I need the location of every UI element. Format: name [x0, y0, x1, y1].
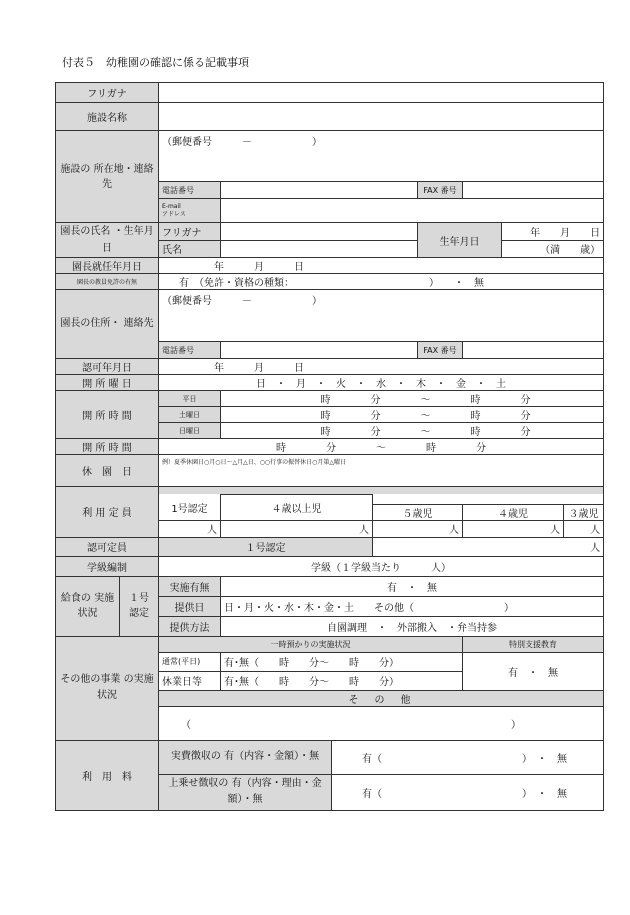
other-special-header: 特別支援教育	[463, 636, 604, 652]
holidays-field[interactable]: 例）夏季休園日○月○日～△月△日、○○行事の振替休日○月第△曜日	[159, 455, 604, 487]
director-tenure-label: 園長就任年月日	[56, 258, 159, 274]
other-misc-header: そ の 他	[159, 690, 604, 706]
open-hours-label: 開 所 時 間	[56, 391, 159, 439]
fees-label: 利 用 料	[56, 740, 159, 810]
other-label: その他の事業 の実施状況	[56, 636, 159, 740]
other-holiday-value[interactable]: 有･無（ 時 分～ 時 分）	[221, 671, 463, 690]
open-days-label: 開 所 曜 日	[56, 375, 159, 391]
director-name-field[interactable]	[221, 240, 418, 258]
facility-fax-field[interactable]	[463, 182, 604, 199]
facility-email-field[interactable]	[221, 199, 604, 223]
director-name-label: 園長の氏名 ・生年月日	[56, 223, 159, 258]
director-age[interactable]: （満 歳）	[502, 240, 604, 258]
capacity-age4plus-label: ４歳以上児	[221, 495, 373, 521]
open-days-field[interactable]: 日 ・ 月 ・ 火 ・ 水 ・ 木 ・ 金 ・ 土	[159, 375, 604, 391]
open-hours2-label: 開 所 時 間	[56, 439, 159, 455]
facility-phone-field[interactable]	[221, 182, 418, 199]
director-birth-ymd[interactable]: 年 月 日	[502, 223, 604, 241]
open-hours-day-weekday: 平日	[159, 391, 221, 407]
capacity-cert1-label: 1号認定	[159, 495, 221, 521]
capacity-age5-label: ５歳児	[373, 504, 463, 520]
director-phone-field[interactable]	[221, 342, 418, 359]
capacity-cert1-value[interactable]: 人	[159, 520, 221, 537]
director-license-field[interactable]: 有 （免許・資格の種類： ） ・ 無	[159, 274, 604, 290]
page-title: 付表５ 幼稚園の確認に係る記載事項	[62, 56, 249, 69]
fees-extra-label: 上乗せ徴収の 有（内容・理由・金額）・無	[159, 774, 332, 810]
email-label: E-mail	[162, 202, 181, 210]
director-fax-label: FAX 番号	[418, 342, 463, 359]
meals-method-value[interactable]: 自園調理 ・ 外部搬入 ・弁当持参	[221, 616, 604, 636]
meals-days-label: 提供日	[159, 596, 221, 616]
approval-date-label: 認可年月日	[56, 359, 159, 375]
facility-location-label: 施設の 所在地・連絡先	[56, 131, 159, 223]
director-fax-field[interactable]	[463, 342, 604, 359]
fees-extra-value[interactable]: 有（ ） ・ 無	[332, 774, 604, 810]
director-address-label: 園長の住所・ 連絡先	[56, 290, 159, 359]
open-hours-time-weekday[interactable]: 時 分 ～ 時 分	[221, 391, 604, 407]
facility-postal-field[interactable]: （郵便番号 － ）	[159, 131, 604, 182]
director-furigana-field[interactable]	[221, 223, 418, 241]
director-name-sub-label: 氏名	[159, 240, 221, 258]
meals-implemented-value[interactable]: 有 ・ 無	[221, 576, 604, 596]
meals-cert-label: １号 認定	[120, 576, 159, 636]
facility-fax-label: FAX 番号	[418, 182, 463, 199]
facility-name-label: 施設名称	[56, 103, 159, 131]
director-tenure-field[interactable]: 年 月 日	[159, 258, 604, 274]
capacity-age3-label: ３歳児	[564, 504, 604, 520]
fees-actual-label: 実費徴収の 有（内容・金額）・無	[159, 740, 332, 774]
approved-capacity-cert-label: １号認定	[159, 537, 373, 556]
director-phone-label: 電話番号	[159, 342, 221, 359]
open-hours-day-sunday: 日曜日	[159, 423, 221, 439]
director-postal-field[interactable]: （郵便番号 － ）	[159, 290, 604, 342]
other-holiday-label: 休業日等	[159, 671, 221, 690]
director-license-label: 園長の教員免許の有無	[56, 274, 159, 290]
facility-name-field[interactable]	[159, 103, 604, 131]
capacity-header-strip	[159, 487, 604, 495]
meals-implemented-label: 実施有無	[159, 576, 221, 596]
other-normal-label: 通常(平日)	[159, 652, 221, 671]
open-hours2-field[interactable]: 時 分 ～ 時 分	[159, 439, 604, 455]
form-table	[55, 82, 604, 811]
address-label: アドレス	[162, 210, 186, 218]
capacity-age4plus-value[interactable]: 人	[221, 520, 373, 537]
facility-phone-label: 電話番号	[159, 182, 221, 199]
director-birthdate-label: 生年月日	[418, 223, 502, 258]
approved-capacity-value[interactable]: 人	[373, 537, 604, 556]
capacity-age3-value[interactable]: 人	[564, 520, 604, 537]
classes-label: 学級編制	[56, 556, 159, 576]
holidays-label: 休 園 日	[56, 455, 159, 487]
capacity-age-spacer	[373, 495, 604, 505]
capacity-age5-value[interactable]: 人	[373, 520, 463, 537]
fees-actual-value[interactable]: 有（ ） ・ 無	[332, 740, 604, 774]
director-furigana-label: フリガナ	[159, 223, 221, 241]
open-hours-time-saturday[interactable]: 時 分 ～ 時 分	[221, 407, 604, 423]
other-misc-value[interactable]: （ ）	[159, 706, 604, 740]
meals-label: 給食の 実施状況	[56, 576, 120, 636]
open-hours-day-saturday: 土曜日	[159, 407, 221, 423]
facility-email-label	[159, 199, 221, 223]
other-normal-value[interactable]: 有･無（ 時 分～ 時 分）	[221, 652, 463, 671]
open-hours-time-sunday[interactable]: 時 分 ～ 時 分	[221, 423, 604, 439]
furigana-label: フリガナ	[56, 83, 159, 103]
capacity-age4-label: ４歳児	[463, 504, 564, 520]
approval-date-field[interactable]: 年 月 日	[159, 359, 604, 375]
meals-days-value[interactable]: 日・月・火・水・木・金・土 その他（ ）	[221, 596, 604, 616]
classes-field[interactable]: 学級（１学級当たり 人）	[159, 556, 604, 576]
other-temp-header: 一時預かりの実施状況	[159, 636, 463, 652]
meals-method-label: 提供方法	[159, 616, 221, 636]
other-special-value[interactable]: 有 ・ 無	[463, 652, 604, 690]
facility-furigana-field[interactable]	[159, 83, 604, 103]
approved-capacity-label: 認可定員	[56, 537, 159, 556]
capacity-label: 利 用 定 員	[56, 487, 159, 538]
capacity-age4-value[interactable]: 人	[463, 520, 564, 537]
